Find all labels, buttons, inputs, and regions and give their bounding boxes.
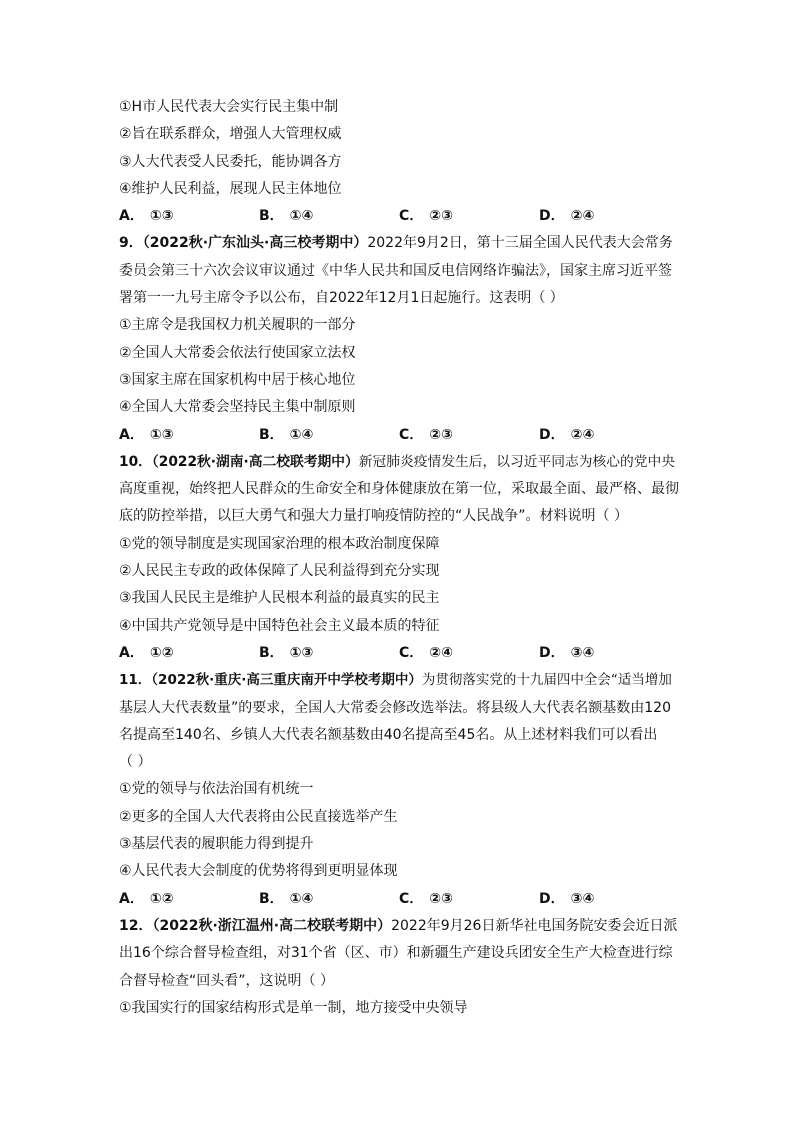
q10-option-c[interactable]: C． ②④ xyxy=(399,644,453,661)
q10-stem-line-1: 10．（2022秋·湖南·高二校联考期中）新冠肺炎疫情发生后，以习近平同志为核心的党中央 xyxy=(119,453,675,470)
q11-number: 11． xyxy=(119,672,152,689)
q8-item-3: ③人大代表受人民委托，能协调各方 xyxy=(119,153,342,170)
q11-options xyxy=(119,886,679,913)
q9-option-c[interactable]: C． ②③ xyxy=(399,426,453,443)
q11-option-b[interactable]: B． ①④ xyxy=(259,890,314,907)
q11-stem-line-3: 名提高至140名、乡镇人大代表名额基数由40名提高至45名。从上述材料我们可以看出 xyxy=(119,726,658,743)
q12-stem-line-1: 12．（2022秋·浙江温州·高二校联考期中）2022年9月26日新华社电国务院安委会近日派 xyxy=(119,917,678,934)
question-9 xyxy=(119,230,679,448)
q10-option-a[interactable]: A． ①② xyxy=(119,644,174,661)
q10-item-4: ④中国共产党领导是中国特色社会主义最本质的特征 xyxy=(119,617,440,634)
q11-option-a[interactable]: A． ①② xyxy=(119,890,174,907)
q9-item-4: ④全国人大常委会坚持民主集中制原则 xyxy=(119,399,356,416)
q8-item-2: ②旨在联系群众，增强人大管理权威 xyxy=(119,126,342,143)
question-10 xyxy=(119,449,679,667)
q11-stem-line-1: 11．（2022秋·重庆·高三重庆南开中学校考期中）为贯彻落实党的十九届四中全会“适当增加 xyxy=(119,672,672,689)
q8-option-d[interactable]: D． ②④ xyxy=(539,208,595,225)
q9-option-d[interactable]: D． ②④ xyxy=(539,426,595,443)
q8-option-a[interactable]: A． ①③ xyxy=(119,208,174,225)
q9-option-b[interactable]: B． ①④ xyxy=(259,426,314,443)
q9-option-a[interactable]: A． ①③ xyxy=(119,426,174,443)
q10-options xyxy=(119,640,679,667)
q10-source: （2022秋·湖南·高二校联考期中） xyxy=(151,453,359,470)
q10-item-1: ①党的领导制度是实现国家治理的根本政治制度保障 xyxy=(119,535,440,552)
q12-stem-line-2: 出16个综合督导检查组，对31个省（区、市）和新疆生产建设兵团安全生产大检查进行综 xyxy=(119,945,673,962)
q9-number: 9． xyxy=(119,235,143,252)
q10-stem-line-2: 高度重视，始终把人民群众的生命安全和身体健康放在第一位，采取最全面、最严格、最彻 xyxy=(119,481,679,498)
q11-source: （2022秋·重庆·高三重庆南开中学校考期中） xyxy=(151,672,422,689)
q11-item-2: ②更多的全国人大代表将由公民直接选举产生 xyxy=(119,808,398,825)
q12-number: 12． xyxy=(119,917,153,934)
q10-option-b[interactable]: B． ①③ xyxy=(259,644,314,661)
q10-stem-line-3: 底的防控举措，以巨大勇气和强大力量打响疫情防控的“人民战争”。材料说明（ ） xyxy=(119,508,628,525)
q10-item-2: ②人民民主专政的政体保障了人民利益得到充分实现 xyxy=(119,563,440,580)
q11-option-d[interactable]: D． ③④ xyxy=(539,890,595,907)
q9-source: （2022秋·广东汕头·高三校考期中） xyxy=(142,235,368,252)
q9-item-2: ②全国人大常委会依法行使国家立法权 xyxy=(119,344,356,361)
q11-item-4: ④人民代表大会制度的优势将得到更明显体现 xyxy=(119,863,398,880)
question-12 xyxy=(119,913,679,1022)
q9-stem-line-2: 委员会第三十六次会议审议通过《中华人民共和国反电信网络诈骗法》，国家主席习近平签 xyxy=(119,262,672,279)
q11-option-c[interactable]: C． ②③ xyxy=(399,890,453,907)
q12-stem-line-3: 合督导检查“回头看”，这说明（ ） xyxy=(119,972,334,989)
q11-stem-line-2: 基层人大代表数量”的要求，全国人大常委会修改选举法。将县级人大代表名额基数由120 xyxy=(119,699,671,716)
q11-stem-line-4: （ ） xyxy=(119,754,152,771)
q8-option-b[interactable]: B． ①④ xyxy=(259,208,314,225)
q9-stem-line-3: 署第一一九号主席令予以公布，自2022年12月1日起施行。这表明（ ） xyxy=(119,290,564,307)
q9-stem-line-1: 9．（2022秋·广东汕头·高三校考期中）2022年9月2日，第十三届全国人民代表大会常务 xyxy=(119,235,673,252)
q12-item-1: ①我国实行的国家结构形式是单一制，地方接受中央领导 xyxy=(119,999,468,1016)
question-11 xyxy=(119,667,679,913)
q11-item-1: ①党的领导与依法治国有机统一 xyxy=(119,781,314,798)
exam-page xyxy=(119,94,679,1022)
q10-number: 10． xyxy=(119,453,152,470)
q8-item-4: ④维护人民利益，展现人民主体地位 xyxy=(119,180,342,197)
q11-item-3: ③基层代表的履职能力得到提升 xyxy=(119,836,314,853)
q9-options xyxy=(119,422,679,449)
q8-options xyxy=(119,203,679,230)
q8-option-c[interactable]: C． ②③ xyxy=(399,208,453,225)
q12-source: （2022秋·浙江温州·高二校联考期中） xyxy=(152,917,392,934)
q9-item-3: ③国家主席在国家机构中居于核心地位 xyxy=(119,371,356,388)
question-8-tail xyxy=(119,94,679,230)
q10-item-3: ③我国人民民主是维护人民根本利益的最真实的民主 xyxy=(119,590,440,607)
q8-item-1: ①H市人民代表大会实行民主集中制 xyxy=(119,99,339,115)
q9-item-1: ①主席令是我国权力机关履职的一部分 xyxy=(119,317,356,334)
q10-option-d[interactable]: D． ③④ xyxy=(539,644,595,661)
